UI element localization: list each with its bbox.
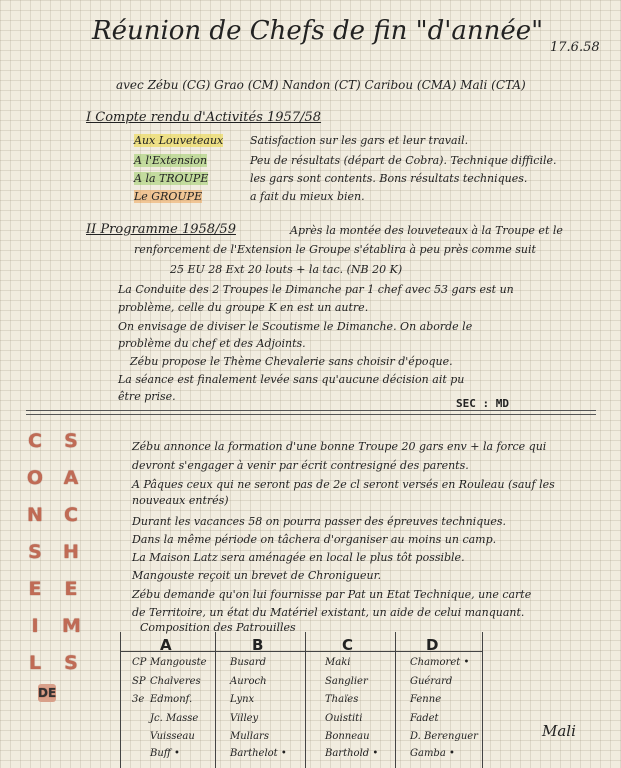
patrol-member: Jc. Masse — [150, 713, 199, 724]
section2-line: renforcement de l'Extension le Groupe s'établira à peu près comme suit — [134, 243, 536, 256]
patrol-member: Villey — [230, 713, 259, 724]
section2-line: 25 EU 28 Ext 20 louts + la tac. (NB 20 K) — [170, 263, 403, 276]
meeting-date: 17.6.58 — [550, 40, 600, 55]
sidebar-letter: C — [28, 430, 42, 452]
patrol-member: D. Berenguer — [410, 731, 478, 742]
table-rule — [120, 632, 121, 768]
patrol-member: Fenne — [410, 694, 442, 705]
patrol-member: Barthelot • — [230, 748, 287, 759]
divider-line — [26, 414, 596, 415]
patrol-member: Lynx — [230, 694, 255, 705]
patrol-member: Vuisseau — [150, 731, 195, 742]
patrol-header-a: A — [160, 636, 172, 654]
patrol-header-d: D — [426, 636, 439, 654]
activity-label-groupe: Le GROUPE — [134, 190, 203, 203]
patrol-member: Thaïes — [325, 694, 359, 705]
patrol-header-c: C — [342, 636, 354, 654]
sidebar-letter: O — [26, 467, 44, 489]
council-line: La Maison Latz sera aménagée en local le plus tôt possible. — [132, 551, 465, 564]
patrol-member: Gamba • — [410, 748, 455, 759]
sidebar-letter: S — [64, 652, 78, 674]
patrol-member: Buff • — [150, 748, 180, 759]
table-rule — [482, 632, 483, 768]
patrol-role: 3e — [132, 694, 145, 705]
page-title: Réunion de Chefs de fin "d'année" — [92, 16, 544, 46]
council-line: Dans la même période on tâchera d'organiser au moins un camp. — [132, 533, 497, 546]
sidebar-letter: S — [64, 430, 78, 452]
patrol-member: Fadet — [410, 713, 439, 724]
activity-text-extension: Peu de résultats (départ de Cobra). Technique difficile. — [250, 154, 557, 167]
sidebar-letter: C — [64, 504, 78, 526]
section2-line: problème, celle du groupe K en est un autre. — [118, 301, 369, 314]
section2-line: problème du chef et des Adjoints. — [118, 337, 306, 350]
section2-line: On envisage de diviser le Scoutisme le Dimanche. On aborde le — [118, 320, 473, 333]
section2-line: Zébu propose le Thème Chevalerie sans choisir d'époque. — [130, 355, 453, 368]
patrol-role: CP — [132, 657, 147, 668]
patrol-member: Auroch — [230, 676, 267, 687]
patrol-member: Maki — [325, 657, 351, 668]
section2-line: La séance est finalement levée sans qu'aucune décision ait pu — [118, 373, 465, 386]
patrol-member: Barthold • — [325, 748, 379, 759]
council-line: devront s'engager à venir par écrit contresigné des parents. — [132, 459, 469, 472]
activity-text-troupe: les gars sont contents. Bons résultats techniques. — [250, 172, 528, 185]
section2-line: La Conduite des 2 Troupes le Dimanche par 1 chef avec 53 gars est un — [118, 283, 514, 296]
patrol-member: Ouistiti — [325, 713, 363, 724]
patrols-caption: Composition des Patrouilles — [140, 621, 296, 634]
activity-text-groupe: a fait du mieux bien. — [250, 190, 365, 203]
table-rule — [395, 632, 396, 768]
section2-line: Après la montée des louveteaux à la Troupe et le — [290, 224, 563, 237]
council-line: Zébu annonce la formation d'une bonne Troupe 20 gars env + la force qui — [132, 440, 547, 453]
section2-line: être prise. — [118, 390, 176, 403]
council-line: Durant les vacances 58 on pourra passer des épreuves techniques. — [132, 515, 506, 528]
sidebar-letter: M — [62, 615, 81, 637]
patrol-role: SP — [132, 676, 146, 687]
signature: Mali — [542, 722, 576, 740]
activity-label-louveteaux: Aux Louveteaux — [134, 134, 224, 147]
sidebar-letter: N — [27, 504, 43, 526]
council-line: nouveaux entrés) — [132, 494, 229, 507]
attendees-line: avec Zébu (CG) Grao (CM) Nandon (CT) Caribou (CMA) Mali (CTA) — [116, 78, 526, 92]
patrol-member: Mangouste — [150, 657, 207, 668]
sidebar-letter: E — [28, 578, 42, 600]
patrol-member: Sanglier — [325, 676, 368, 687]
council-line: Mangouste reçoit un brevet de Chronigueur. — [132, 569, 382, 582]
council-line: de Territoire, un état du Matériel existant, un aide de celui manquant. — [132, 606, 525, 619]
secretary-note: SEC : MD — [456, 397, 509, 410]
section2-heading: II Programme 1958/59 — [86, 222, 236, 237]
section1-heading: I Compte rendu d'Activités 1957/58 — [86, 110, 322, 125]
patrol-member: Guérard — [410, 676, 453, 687]
sidebar-letter: L — [28, 652, 42, 674]
patrol-header-b: B — [252, 636, 264, 654]
table-rule — [215, 632, 216, 768]
patrol-member: Chalveres — [150, 676, 201, 687]
sidebar-de-badge: DE — [38, 686, 57, 700]
divider-line — [26, 410, 596, 411]
sidebar-letter: E — [64, 578, 78, 600]
table-rule — [305, 632, 306, 768]
patrol-member: Chamoret • — [410, 657, 470, 668]
sidebar-letter: S — [28, 541, 42, 563]
sidebar-letter: A — [63, 467, 79, 489]
patrol-member: Bonneau — [325, 731, 370, 742]
council-line: A Pâques ceux qui ne seront pas de 2e cl seront versés en Rouleau (sauf les — [132, 478, 555, 491]
sidebar-letter: H — [63, 541, 79, 563]
patrol-member: Busard — [230, 657, 267, 668]
sidebar-letter: I — [31, 615, 39, 637]
activity-text-louveteaux: Satisfaction sur les gars et leur travail. — [250, 134, 469, 147]
activity-label-extension: A l'Extension — [134, 154, 208, 167]
activity-label-troupe: A la TROUPE — [134, 172, 209, 185]
patrol-member: Edmonf. — [150, 694, 193, 705]
patrol-member: Mullars — [230, 731, 269, 742]
council-line: Zébu demande qu'on lui fournisse par Pat un Etat Technique, une carte — [132, 588, 532, 601]
